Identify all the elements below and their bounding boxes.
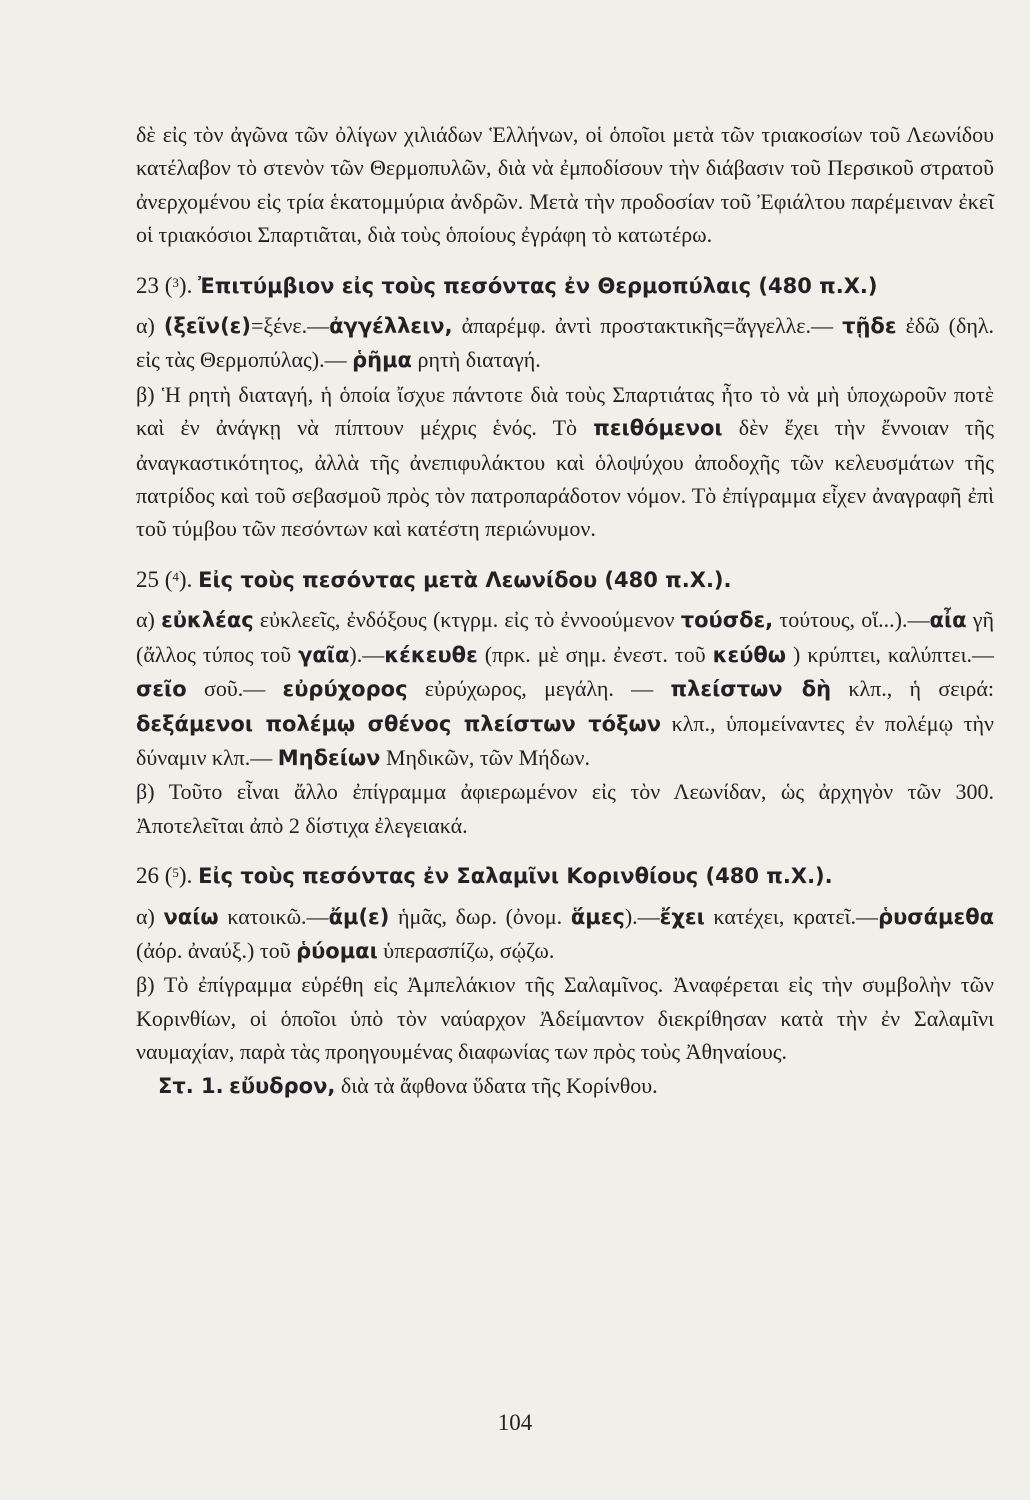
lemma: ναίω [163,904,219,929]
lemma: δεξάμενοι πολέμῳ σθένος πλείστων τόξων [136,711,662,736]
gloss: Ἡ ρητὴ διαταγή, ἡ ὁποία ἴσχυε πάντοτε διὰ τοὺς Σπαρτιάτας ἦτο τὸ νὰ μὴ ὑποχωροῦν ποτὲ καὶ ἐν ἀνάγκῃ νὰ πίπτουν μέχρις ἑνός. Τὸ [136,381,995,441]
section-26-number: 26 [136,863,159,889]
lemma: κεύθω [712,642,787,667]
section-26-verse-note [136,1069,994,1103]
lemma: ῥύομαι [296,938,378,963]
lemma: ἄμ(ε) [328,904,390,929]
section-26-footnote: 5 [172,865,179,881]
section-25-title: Εἰς τοὺς πεσόντας μετὰ Λεωνίδου (480 π.Χ.). [198,567,732,592]
section-23-note-a [136,309,994,378]
lemma: εὐρύχορος [282,677,408,702]
page-text [136,118,994,1103]
note-label: α) [136,313,155,339]
opening-text: δὲ εἰς τὸν ἀγῶνα τῶν ὀλίγων χιλιάδων Ἑλλήνων, οἱ ὁποῖοι μετὰ τῶν τριακοσίων τοῦ Λεωνίδου κατέλαβον τὸ στενὸν τῶν Θερμοπυλῶν, διὰ νὰ ἐμποδίσουν τὴν διάβασιν τοῦ Περσικοῦ στρατοῦ ἀνερχομένου εἰς τρία ἑκατομμύρια ἀνδρῶν. Μετὰ τὴν προδοσίαν τοῦ Ἐφιάλτου παρέμειναν ἐκεῖ οἱ τριακόσιοι Σπαρτιᾶται, διὰ τοὺς ὁποίους ἐγράφη τὸ κατωτέρω. [136,122,994,248]
lemma: ἅμες [570,904,625,929]
gloss: εὐρύχωρος, μεγάλη. — [424,676,654,702]
page-number: 104 [497,1410,533,1435]
gloss: ἐδῶ (δηλ. εἰς τὰς Θερμοπύλας).— [136,313,995,373]
lemma: κέκευθε [384,642,478,667]
lemma: εὐκλέας [161,608,254,633]
opening-paragraph [136,118,994,252]
note-label: β) [136,972,155,998]
gloss: δὲν ἔχει τὴν ἔννοιαν τῆς ἀναγκαστικότητος, ἀλλὰ τῆς ἀνεπιφυλάκτου καὶ ὁλοψύχου ἀποδοχῆς τῶν κελευσμάτων τῆς πατρίδος καὶ τοῦ σεβασμοῦ πρὸς τὸν πατροπαράδοτον νόμον. Τὸ ἐπίγραμμα εἶχεν ἀναγραφῆ ἐπὶ τοῦ τύμβου τῶν πεσόντων καὶ κατέστη περιώνυμον. [136,415,994,542]
section-25-number: 25 [136,566,159,592]
gloss: ἀπαρέμφ. ἀντὶ προστακτικῆς=ἄγγελλε.— [461,313,834,339]
note-label: β) [136,381,155,407]
gloss: εὐκλεεῖς, ἐνδόξους (κτγρμ. εἰς τὸ ἐννοούμενον [259,607,675,633]
gloss: διὰ τὰ ἄφθονα ὕδατα τῆς Κορίνθου. [340,1072,658,1098]
lemma: εὔυδρον, [229,1073,336,1098]
section-26-heading: 26 ($^5$). Εἰς τοὺς πεσόντας ἐν Σαλαμῖνι Κορινθίους (480 π.Χ.). [136,863,833,889]
gloss: Μηδικῶν, τῶν Μήδων. [385,744,590,770]
lemma: αἶα [929,608,967,633]
lemma: ἀγγέλλειν, [329,314,453,339]
note-label: β) [136,779,155,805]
lemma: ῥυσάμεθα [878,904,995,929]
gloss: γῆ (ἄλλος τύπος τοῦ [136,607,994,667]
section-23-note-b [136,378,994,546]
gloss: κλπ., ἡ σειρά: [848,676,995,702]
lemma: πειθόμενοι [593,416,723,441]
lemma: γαῖα [298,642,350,667]
lemma: ἔχει [659,904,705,929]
note-label: α) [136,903,155,929]
lemma: πλείστων δὴ [670,677,832,702]
lemma: τούσδε, [680,608,774,633]
gloss: =ξένε.— [250,313,330,339]
lemma: (ξεῖν(ε) [163,314,251,339]
gloss: (πρκ. μὲ σημ. ἐνεστ. τοῦ [484,641,706,667]
gloss: κλπ., ὑπομείναντες ἐν πολέμῳ τὴν δύναμιν κλπ.— [136,710,994,770]
section-26-title: Εἰς τοὺς πεσόντας ἐν Σαλαμῖνι Κορινθίους (480 π.Χ.). [198,864,833,889]
gloss: ἡμᾶς, δωρ. (ὀνομ. [397,903,563,929]
lemma: Μηδείων [277,745,381,770]
lemma: ῥῆμα [352,348,412,373]
gloss: κατέχει, κρατεῖ.— [713,903,879,929]
gloss: ).— [624,903,660,929]
gloss: τούτους, οἵ...).— [779,607,930,633]
section-23-number: 23 [136,272,159,298]
lemma: τῇδε [842,314,897,339]
section-26-note-b [136,968,994,1068]
verse-label: Στ. 1. [158,1073,224,1098]
lemma: σεῖο [136,677,187,702]
gloss: κατοικῶ.— [227,903,329,929]
gloss: (ἀόρ. ἀναύξ.) τοῦ [136,937,291,963]
section-23-title: Ἐπιτύμβιον εἰς τοὺς πεσόντας ἐν Θερμοπύλαις (480 π.Χ.) [198,273,878,298]
section-23-footnote: 3 [172,274,179,290]
section-25-note-a [136,603,994,775]
section-26-note-a [136,900,994,969]
gloss: Τοῦτο εἶναι ἄλλο ἐπίγραμμα ἀφιερωμένον εἰς τὸν Λεωνίδαν, ὡς ἀρχηγὸν τῶν 300. Ἀποτελεῖται ἀπὸ 2 δίστιχα ἐλεγειακά. [136,779,995,838]
gloss: ) κρύπτει, καλύπτει.— [793,641,995,667]
gloss: ρητὴ διαταγή. [417,347,541,373]
section-23-heading: 23 ($^3$). Ἐπιτύμβιον εἰς τοὺς πεσόντας ἐν Θερμοπύλαις (480 π.Χ.) [136,272,878,298]
gloss: ὑπερασπίζω, σῴζω. [383,937,555,963]
section-25-note-b [136,775,994,842]
section-25-footnote: 4 [172,568,179,584]
gloss: ).— [349,641,385,667]
section-25-heading: 25 ($^4$). Εἰς τοὺς πεσόντας μετὰ Λεωνίδου (480 π.Χ.). [136,566,732,592]
gloss: σοῦ.— [203,676,266,702]
gloss: Τὸ ἐπίγραμμα εὑρέθη εἰς Ἀμπελάκιον τῆς Σαλαμῖνος. Ἀναφέρεται εἰς τὴν συμβολὴν τῶν Κορινθίων, οἱ ὁποῖοι ὑπὸ τὸν ναύαρχον Ἀδείμαντον διεκρίθησαν κατὰ τὴν ἐν Σαλαμῖνι ναυμαχίαν, παρὰ τὰς προηγουμένας διαφωνίας των πρὸς τοὺς Ἀθηναίους. [136,972,994,1065]
note-label: α) [136,607,155,633]
